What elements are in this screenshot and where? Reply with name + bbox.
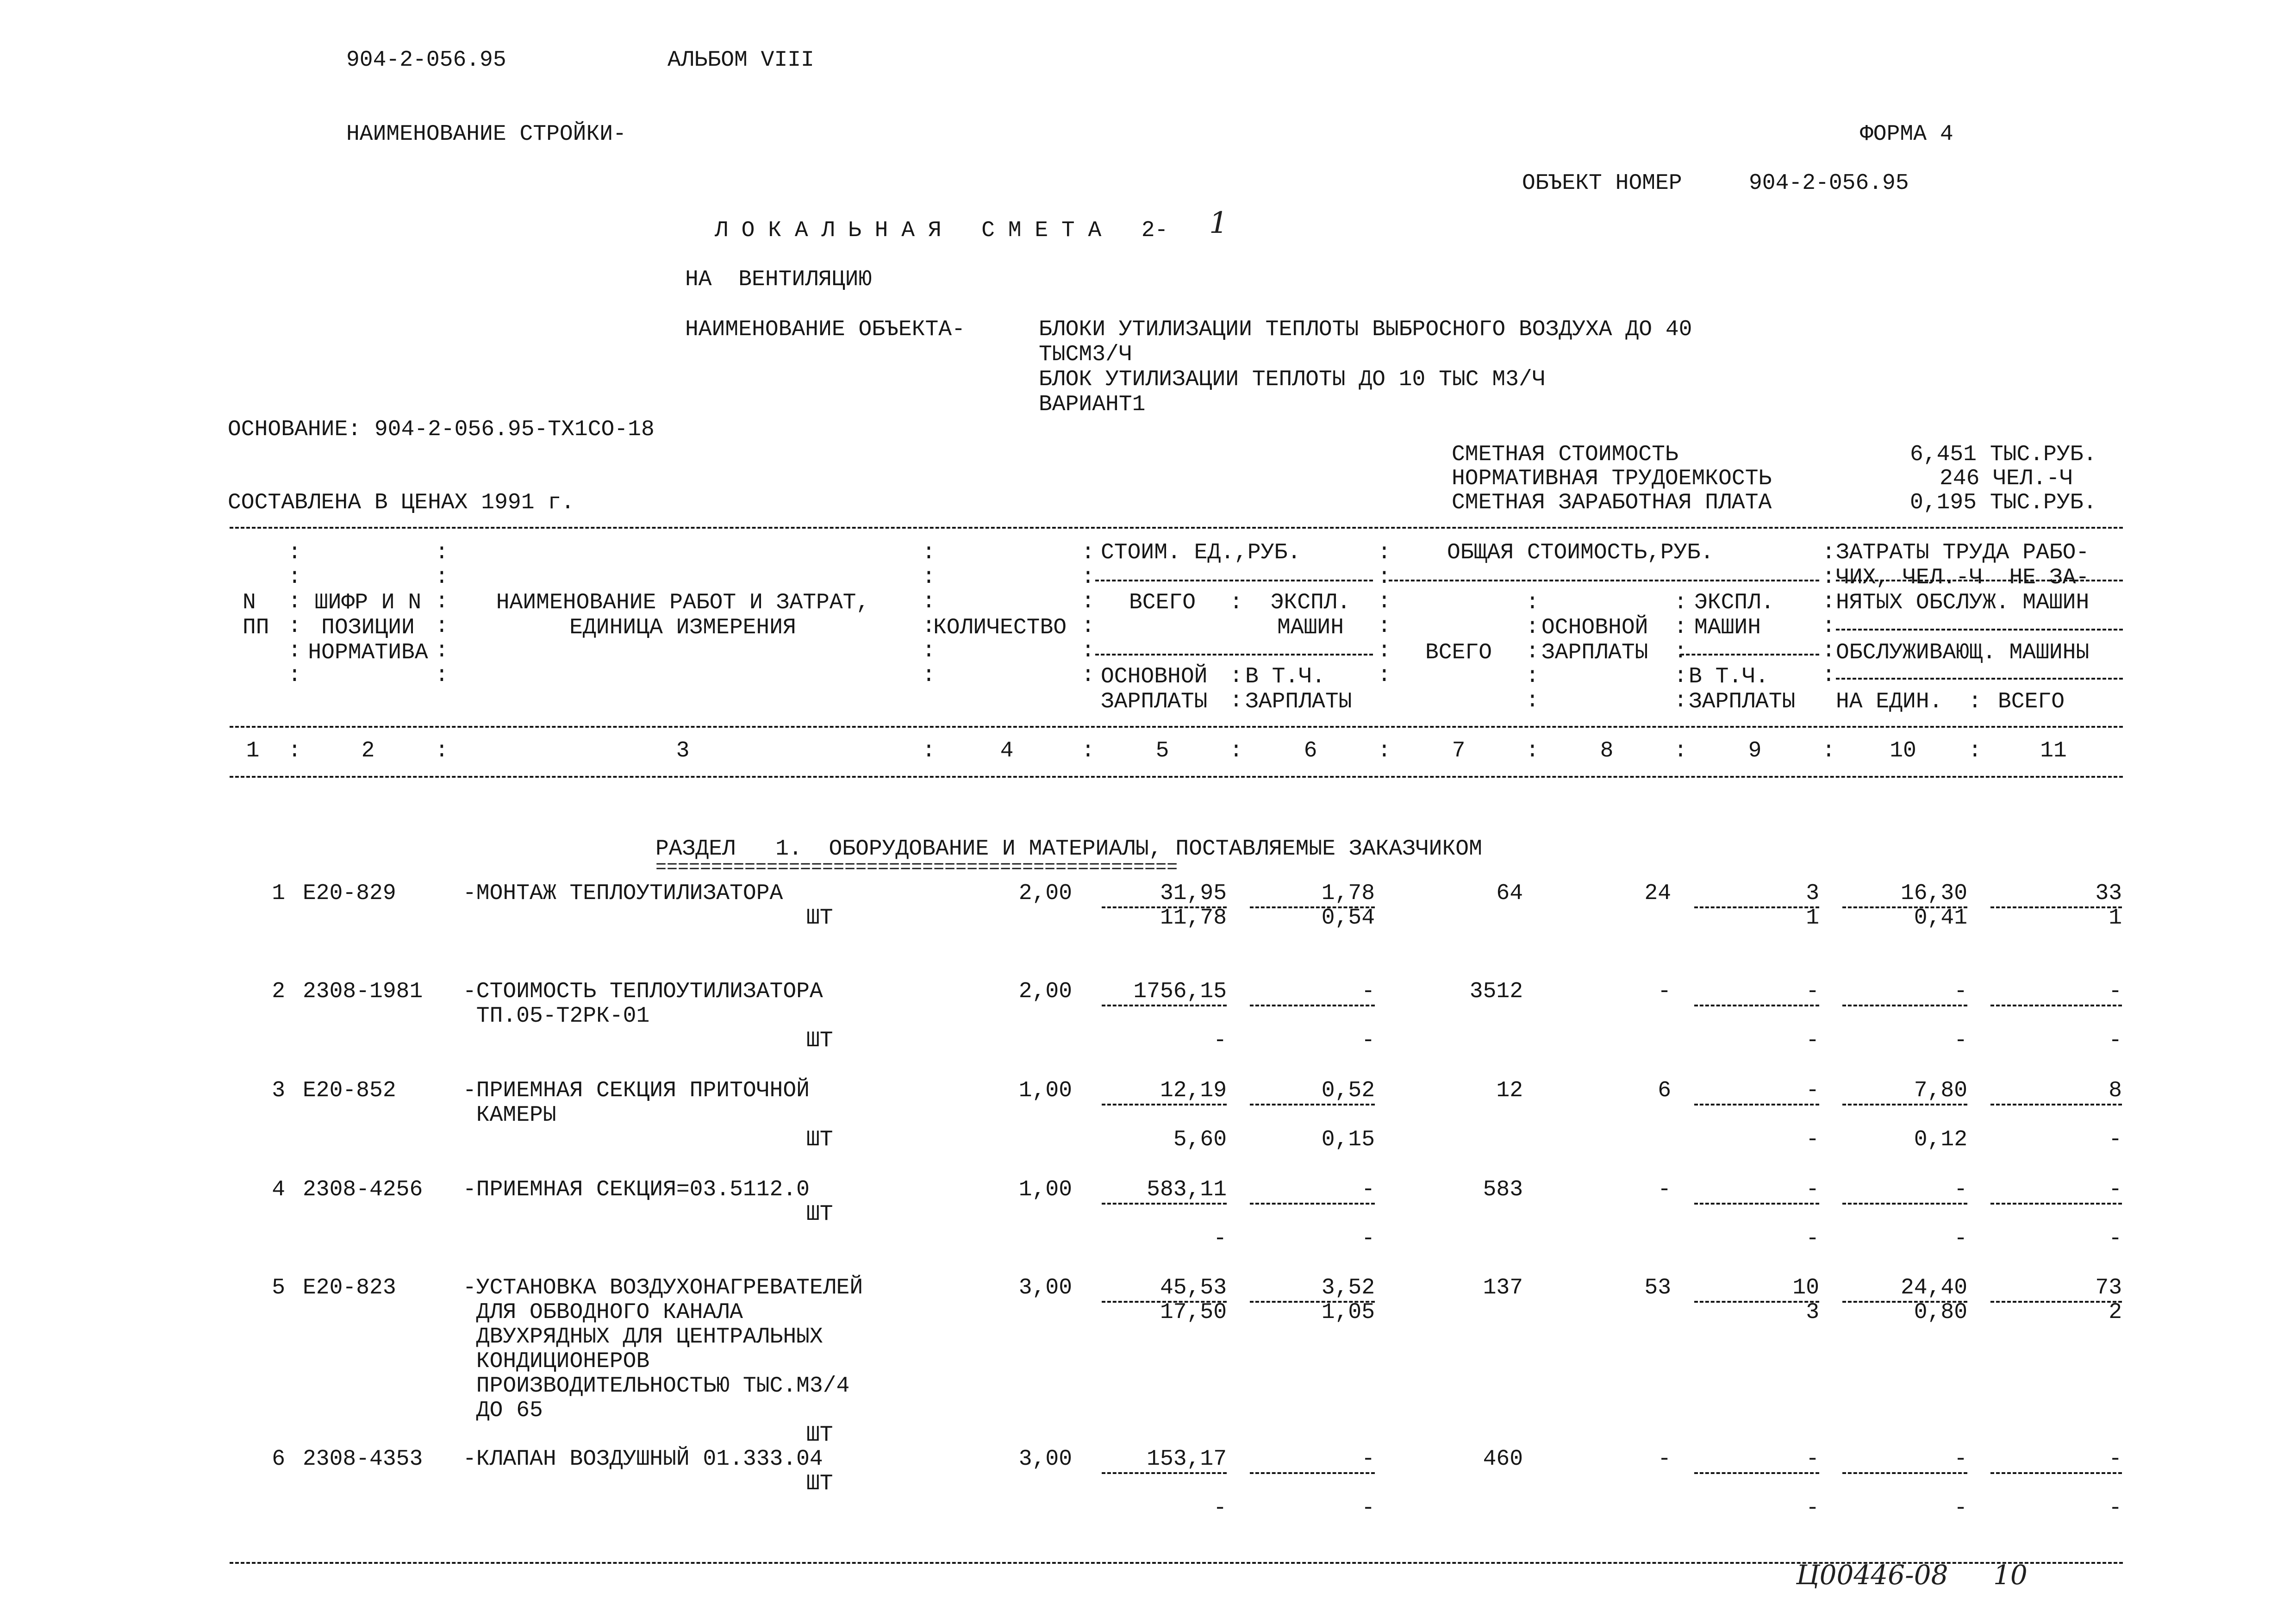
row-c6: - (1361, 979, 1375, 1004)
row-c9-sub: - (1806, 1127, 1819, 1152)
header-inner-rule (1095, 580, 1373, 581)
row-unit: ШТ (806, 1127, 833, 1152)
col-labor-label: НЯТЫХ ОБСЛУЖ. МАШИН (1836, 590, 2090, 615)
row-name-line: ДЛЯ ОБВОДНОГО КАНАЛА (463, 1300, 743, 1325)
column-separator: : (1968, 689, 1982, 714)
col-name-label: ЕДИНИЦА ИЗМЕРЕНИЯ (569, 615, 796, 640)
row-c5-sub: 5,60 (1173, 1127, 1227, 1152)
row-code: 2308-1981 (303, 979, 423, 1004)
row-c5: 583,11 (1147, 1177, 1227, 1202)
col-number: 3 (676, 738, 690, 763)
row-c10: - (1954, 979, 1967, 1004)
row-name-line: КОНДИЦИОНЕРОВ (463, 1349, 650, 1374)
row-c7: 3512 (1469, 979, 1523, 1004)
column-separator: : : : : : : (922, 540, 936, 688)
row-c6: 3,52 (1321, 1275, 1375, 1300)
column-separator: : (1378, 738, 1391, 763)
col-code-label: НОРМАТИВА (308, 640, 428, 665)
row-dash (1990, 1203, 2122, 1205)
row-c10-sub: - (1954, 1028, 1967, 1053)
col-total-all-label: ВСЕГО (1425, 640, 1492, 665)
row-c6-sub: 0,15 (1321, 1127, 1375, 1152)
column-separator: : : : : : (1674, 590, 1687, 713)
col-number: 2 (361, 738, 375, 763)
row-quantity: 2,00 (1018, 979, 1072, 1004)
row-dash (1842, 1104, 1967, 1106)
row-c10-sub: 0,41 (1914, 906, 1967, 931)
column-separator: : : : : : : (1822, 540, 1835, 688)
col-labor-per-unit-label: НА ЕДИН. (1836, 689, 1943, 714)
cost-value: 6,451 ТЫС.РУБ. (1910, 442, 2097, 467)
section-title: РАЗДЕЛ 1. ОБОРУДОВАНИЕ И МАТЕРИАЛЫ, ПОСТАВЛЯЕМЫЕ ЗАКАЗЧИКОМ (655, 837, 1482, 862)
row-name-line: ТП.05-Т2РК-01 (463, 1004, 650, 1029)
row-c5-sub: - (1213, 1226, 1227, 1251)
row-c7: 460 (1483, 1447, 1523, 1472)
row-c11: - (2109, 1447, 2122, 1472)
wage-value: 0,195 ТЫС.РУБ. (1910, 490, 2097, 515)
row-c9: - (1806, 1078, 1819, 1103)
row-dash (1102, 1472, 1227, 1474)
col-name-label: НАИМЕНОВАНИЕ РАБОТ И ЗАТРАТ, (496, 590, 870, 615)
col-unit-total-label: ВСЕГО (1129, 590, 1196, 615)
row-c6: - (1361, 1447, 1375, 1472)
column-separator: : : : : : : (288, 540, 301, 688)
row-c6: - (1361, 1177, 1375, 1202)
column-separator: : (922, 738, 936, 763)
estimate-subject: НА ВЕНТИЛЯЦИЮ (685, 267, 872, 292)
row-code: 2308-4256 (303, 1177, 423, 1202)
row-c10: 16,30 (1900, 881, 1967, 906)
row-c5-sub: - (1213, 1496, 1227, 1521)
row-name-line: -УСТАНОВКА ВОЗДУХОНАГРЕВАТЕЛЕЙ (463, 1275, 863, 1300)
object-name-line: БЛОК УТИЛИЗАЦИИ ТЕПЛОТЫ ДО 10 ТЫС М3/Ч (1039, 367, 1546, 392)
footer-page-handwritten: 10 (1993, 1559, 2028, 1591)
row-dash (1694, 1104, 1819, 1106)
footer-stamp-handwritten: Ц00446-08 (1796, 1559, 1948, 1591)
row-c8: - (1658, 1447, 1671, 1472)
prices-text: СОСТАВЛЕНА В ЦЕНАХ 1991 г. (228, 490, 574, 515)
column-separator: : : : : : : (1081, 540, 1095, 688)
col-number: 9 (1748, 738, 1762, 763)
col-total-incl-wages-label: ЗАРПЛАТЫ (1689, 689, 1796, 714)
object-name-label: НАИМЕНОВАНИЕ ОБЪЕКТА- (685, 317, 965, 342)
col-unit-wages-label: ЗАРПЛАТЫ (1101, 689, 1208, 714)
row-number: 5 (272, 1275, 285, 1300)
row-dash (1250, 1203, 1375, 1205)
row-c11: - (2109, 979, 2122, 1004)
wage-label: СМЕТНАЯ ЗАРАБОТНАЯ ПЛАТА (1452, 490, 1772, 515)
row-c6-sub: - (1361, 1028, 1375, 1053)
row-c9: - (1806, 1177, 1819, 1202)
row-c11-sub: 1 (2109, 906, 2122, 931)
row-number: 2 (272, 979, 285, 1004)
header-inner-rule (1389, 580, 1819, 581)
row-c7: 12 (1496, 1078, 1523, 1103)
row-c11-sub: - (2109, 1226, 2122, 1251)
row-c9: 10 (1792, 1275, 1819, 1300)
col-number: 8 (1600, 738, 1614, 763)
column-separator: : (1526, 738, 1539, 763)
row-c11: 33 (2095, 881, 2122, 906)
row-dash (1250, 1005, 1375, 1006)
column-separator: : (1674, 738, 1687, 763)
col-total-cost-label: ОБЩАЯ СТОИМОСТЬ,РУБ. (1447, 540, 1714, 565)
column-separator: : (1822, 738, 1835, 763)
row-dash (1842, 1005, 1967, 1006)
row-name-line: -ПРИЕМНАЯ СЕКЦИЯ=03.5112.0 (463, 1177, 810, 1202)
header-inner-rule (1836, 678, 2123, 680)
row-unit: ШТ (806, 1423, 833, 1448)
col-number: 7 (1452, 738, 1466, 763)
construction-name-label: НАИМЕНОВАНИЕ СТРОЙКИ- (346, 122, 626, 147)
row-c6-sub: 1,05 (1321, 1300, 1375, 1325)
col-total-incl-wages-label: В Т.Ч. (1689, 664, 1769, 689)
row-c7: 137 (1483, 1275, 1523, 1300)
col-number: 11 (2040, 738, 2067, 763)
header-bottom-rule (230, 726, 2123, 728)
row-dash (1102, 1005, 1227, 1006)
row-c5: 1756,15 (1133, 979, 1227, 1004)
row-c9: - (1806, 979, 1819, 1004)
row-c10: - (1954, 1447, 1967, 1472)
row-c9: 3 (1806, 881, 1819, 906)
row-unit: ШТ (806, 1202, 833, 1227)
album-label: АЛЬБОМ VIII (668, 48, 814, 73)
col-labor-label: ЗАТРАТЫ ТРУДА РАБО- (1836, 540, 2090, 565)
col-n-label: N (243, 590, 256, 615)
column-separator: : (1081, 738, 1095, 763)
row-c5-sub: 17,50 (1160, 1300, 1227, 1325)
column-separator: : : : : : : (1378, 540, 1391, 688)
row-name-line: -СТОИМОСТЬ ТЕПЛОУТИЛИЗАТОРА (463, 979, 823, 1004)
column-separator: : (288, 738, 301, 763)
row-c10: - (1954, 1177, 1967, 1202)
col-total-wages-label: ОСНОВНОЙ (1541, 615, 1648, 640)
row-dash (1842, 1203, 1967, 1205)
col-total-wages-label: ЗАРПЛАТЫ (1541, 640, 1648, 665)
col-number: 5 (1155, 738, 1169, 763)
row-quantity: 2,00 (1018, 881, 1072, 906)
row-quantity: 1,00 (1018, 1078, 1072, 1103)
row-c11-sub: - (2109, 1127, 2122, 1152)
col-unit-machines-label: ЭКСПЛ. (1270, 590, 1351, 615)
row-name-line: ДВУХРЯДНЫХ ДЛЯ ЦЕНТРАЛЬНЫХ (463, 1324, 823, 1349)
estimate-number-handwritten: 1 (1209, 206, 1228, 240)
column-separator: : (435, 738, 449, 763)
object-name-line: БЛОКИ УТИЛИЗАЦИИ ТЕПЛОТЫ ВЫБРОСНОГО ВОЗДУХА ДО 40 (1039, 317, 1692, 342)
labor-label: НОРМАТИВНАЯ ТРУДОЕМКОСТЬ (1452, 466, 1772, 491)
col-labor-total-label: ВСЕГО (1998, 689, 2065, 714)
basis-text: ОСНОВАНИЕ: 904-2-056.95-ТХ1СО-18 (228, 417, 655, 442)
col-code-label: ПОЗИЦИИ (321, 615, 415, 640)
row-code: Е20-852 (303, 1078, 396, 1103)
row-dash (1990, 1472, 2122, 1474)
document-code: 904-2-056.95 (346, 48, 506, 73)
row-c10-sub: - (1954, 1226, 1967, 1251)
column-separator: : : : (1229, 590, 1243, 713)
row-c9-sub: 3 (1806, 1300, 1819, 1325)
row-dash (1102, 1104, 1227, 1106)
col-quantity-label: КОЛИЧЕСТВО (933, 615, 1067, 640)
row-c6: 1,78 (1321, 881, 1375, 906)
col-code-label: ШИФР И N (314, 590, 422, 615)
row-number: 1 (272, 881, 285, 906)
row-c10: 7,80 (1914, 1078, 1967, 1103)
object-name-line: ВАРИАНТ1 (1039, 392, 1146, 417)
row-name-line: ДО 65 (463, 1398, 543, 1423)
row-c9-sub: - (1806, 1028, 1819, 1053)
column-separator: : (1968, 738, 1982, 763)
row-dash (1990, 1104, 2122, 1106)
col-total-machines-label: ЭКСПЛ. (1694, 590, 1774, 615)
col-unit-incl-wages-label: В Т.Ч. (1245, 664, 1325, 689)
row-dash (1842, 1472, 1967, 1474)
row-c6-sub: - (1361, 1226, 1375, 1251)
section-underline: =============================================== (655, 857, 1178, 878)
row-number: 3 (272, 1078, 285, 1103)
row-c11-sub: - (2109, 1028, 2122, 1053)
row-c7: 583 (1483, 1177, 1523, 1202)
row-c8: 6 (1658, 1078, 1671, 1103)
col-number: 6 (1304, 738, 1317, 763)
row-c10: 24,40 (1900, 1275, 1967, 1300)
row-c8: 24 (1644, 881, 1671, 906)
cost-label: СМЕТНАЯ СТОИМОСТЬ (1452, 442, 1678, 467)
row-dash (1694, 1203, 1819, 1205)
row-c6: 0,52 (1321, 1078, 1375, 1103)
row-name-line: -МОНТАЖ ТЕПЛОУТИЛИЗАТОРА (463, 881, 783, 906)
row-c8: 53 (1644, 1275, 1671, 1300)
row-dash (1250, 1104, 1375, 1106)
col-number: 1 (246, 738, 260, 763)
header-inner-rule (1836, 629, 2123, 631)
row-c6-sub: - (1361, 1496, 1375, 1521)
row-c9-sub: - (1806, 1226, 1819, 1251)
object-number-label: ОБЪЕКТ НОМЕР (1522, 171, 1682, 196)
estimate-title: Л О К А Л Ь Н А Я С М Е Т А 2- (715, 218, 1168, 243)
row-dash (1102, 1203, 1227, 1205)
row-c11: - (2109, 1177, 2122, 1202)
row-c5: 12,19 (1160, 1078, 1227, 1103)
form-label: ФОРМА 4 (1860, 122, 1953, 147)
row-c9: - (1806, 1447, 1819, 1472)
row-unit: ШТ (806, 906, 833, 931)
row-dash (1990, 1005, 2122, 1006)
row-quantity: 3,00 (1018, 1275, 1072, 1300)
row-code: Е20-823 (303, 1275, 396, 1300)
header-inner-rule (1680, 654, 1819, 656)
row-number: 6 (272, 1447, 285, 1472)
row-quantity: 3,00 (1018, 1447, 1072, 1472)
row-c6-sub: 0,54 (1321, 906, 1375, 931)
col-n-label: ПП (243, 615, 269, 640)
col-labor-service-label: ОБСЛУЖИВАЮЩ. МАШИНЫ (1836, 640, 2090, 665)
row-name-line: КАМЕРЫ (463, 1103, 556, 1128)
row-c8: - (1658, 1177, 1671, 1202)
row-code: Е20-829 (303, 881, 396, 906)
header-inner-rule (1095, 654, 1373, 656)
row-c9-sub: 1 (1806, 906, 1819, 931)
row-c8: - (1658, 979, 1671, 1004)
col-total-machines-label: МАШИН (1694, 615, 1761, 640)
row-dash (1694, 1005, 1819, 1006)
table-top-rule (230, 527, 2123, 529)
col-labor-label: ЧИХ, ЧЕЛ.-Ч НЕ ЗА- (1836, 565, 2090, 590)
col-unit-wages-label: ОСНОВНОЙ (1101, 664, 1208, 689)
row-c7: 64 (1496, 881, 1523, 906)
column-numbers-rule (230, 776, 2123, 778)
row-c5-sub: 11,78 (1160, 906, 1227, 931)
col-number: 4 (1000, 738, 1014, 763)
row-unit: ШТ (806, 1471, 833, 1496)
row-c10-sub: 0,12 (1914, 1127, 1967, 1152)
row-c11-sub: 2 (2109, 1300, 2122, 1325)
object-number: 904-2-056.95 (1749, 171, 1909, 196)
row-c5-sub: - (1213, 1028, 1227, 1053)
col-unit-incl-wages-label: ЗАРПЛАТЫ (1245, 689, 1352, 714)
row-c5: 153,17 (1147, 1447, 1227, 1472)
labor-value: 246 ЧЕЛ.-Ч (1940, 466, 2073, 491)
row-name-line: -КЛАПАН ВОЗДУШНЫЙ 01.333.04 (463, 1447, 823, 1472)
row-c10-sub: 0,80 (1914, 1300, 1967, 1325)
row-quantity: 1,00 (1018, 1177, 1072, 1202)
row-c10-sub: - (1954, 1496, 1967, 1521)
row-dash (1250, 1472, 1375, 1474)
column-separator: : (1229, 738, 1243, 763)
col-unit-cost-label: СТОИМ. ЕД.,РУБ. (1101, 540, 1301, 565)
row-c9-sub: - (1806, 1496, 1819, 1521)
row-c11: 73 (2095, 1275, 2122, 1300)
column-separator: : : : : : (1526, 590, 1539, 713)
row-name-line: ПРОИЗВОДИТЕЛЬНОСТЬЮ ТЫС.М3/4 (463, 1374, 850, 1399)
row-c5: 45,53 (1160, 1275, 1227, 1300)
row-c11: 8 (2109, 1078, 2122, 1103)
row-code: 2308-4353 (303, 1447, 423, 1472)
object-name-line: ТЫСМ3/Ч (1039, 342, 1132, 367)
row-c11-sub: - (2109, 1496, 2122, 1521)
row-number: 4 (272, 1177, 285, 1202)
row-c5: 31,95 (1160, 881, 1227, 906)
row-name-line: -ПРИЕМНАЯ СЕКЦИЯ ПРИТОЧНОЙ (463, 1078, 810, 1103)
col-unit-machines-label: МАШИН (1277, 615, 1344, 640)
row-dash (1694, 1472, 1819, 1474)
column-separator: : : : : : : (435, 540, 449, 688)
col-number: 10 (1890, 738, 1916, 763)
row-unit: ШТ (806, 1028, 833, 1053)
